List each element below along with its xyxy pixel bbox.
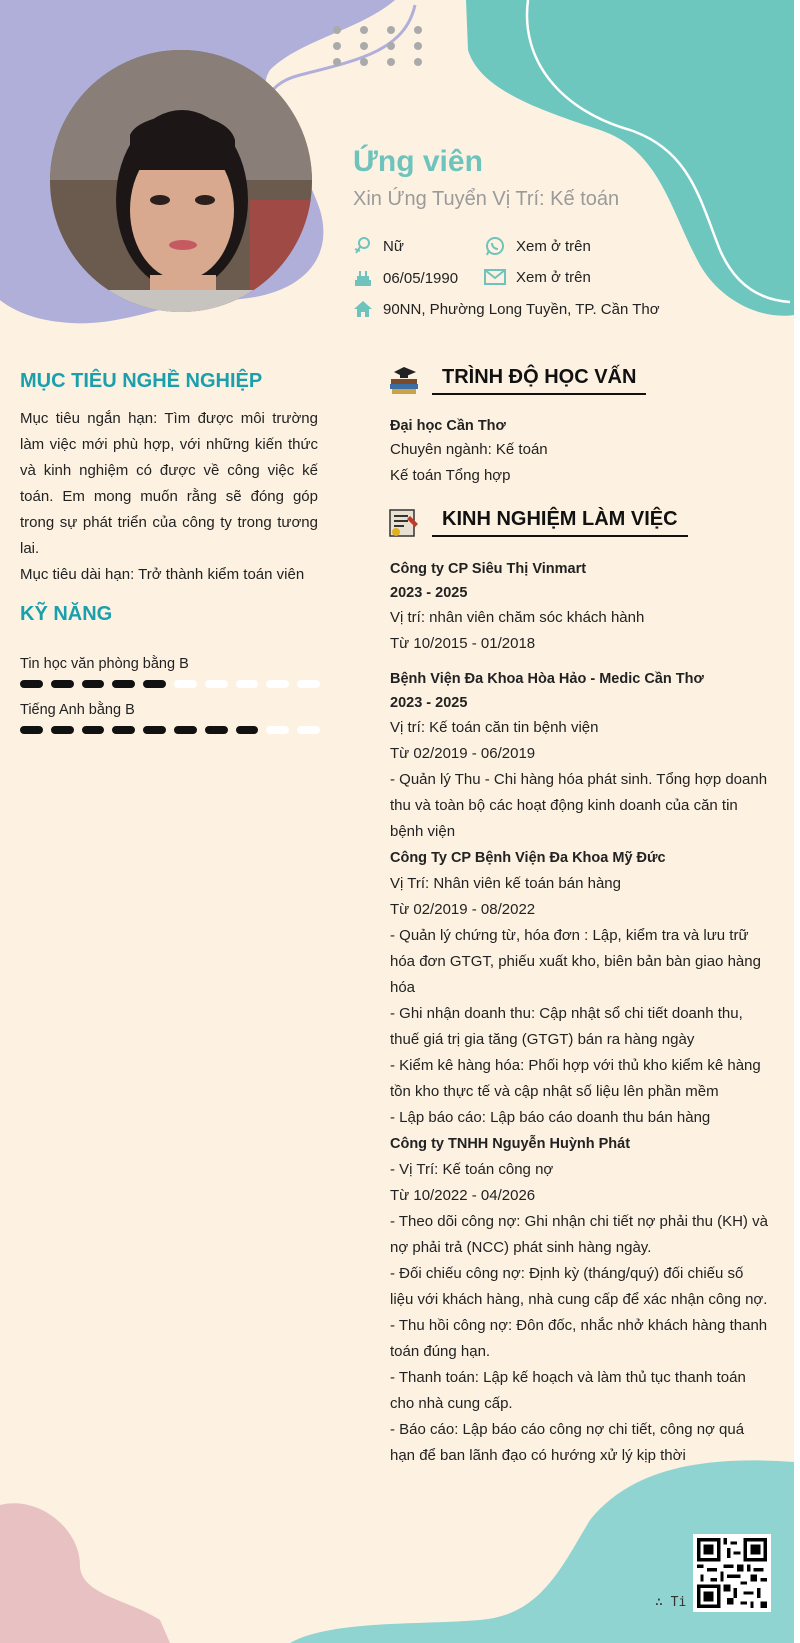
- education-icon: [388, 364, 420, 396]
- skill-dash-filled: [174, 726, 197, 734]
- skill-dash-filled: [82, 680, 105, 688]
- short-term-goal: Mục tiêu ngắn hạn: Tìm được môi trường làm việc mới phù hợp, với những kiến thức và kinh nghiệm có được về công việc kế toán. Em mong muốn rằng sẽ đóng góp trong sự phát triển của công ty trong tương lai.: [20, 410, 318, 557]
- job-period: Từ 10/2015 - 01/2018: [390, 635, 536, 652]
- candidate-name: Ứng viên: [353, 145, 483, 178]
- gender-value: Nữ: [383, 237, 404, 255]
- skill-dash-filled: [143, 726, 166, 734]
- phone-value: Xem ở trên: [516, 237, 591, 255]
- skill-dash-empty: [297, 680, 320, 688]
- address-value: 90NN, Phường Long Tuyền, TP. Cần Thơ: [383, 300, 660, 318]
- job-position: - Vị Trí: Kế toán công nợ: [390, 1161, 554, 1178]
- job-period: Từ 02/2019 - 06/2019: [390, 745, 536, 762]
- long-term-goal: Mục tiêu dài hạn: Trở thành kiểm toán viên: [20, 566, 305, 583]
- skill-dash-empty: [266, 680, 289, 688]
- job-entry: [390, 667, 770, 845]
- skill-level-bar: [20, 680, 320, 688]
- skill-dash-empty: [174, 680, 197, 688]
- email-row: [484, 268, 591, 286]
- education-title: TRÌNH ĐỘ HỌC VẤN: [432, 366, 646, 395]
- skill-dash-filled: [236, 726, 259, 734]
- education-detail: Kế toán Tổng hợp: [390, 467, 511, 484]
- address-row: [353, 300, 660, 318]
- company-name: Công Ty CP Bệnh Viện Đa Khoa Mỹ Đức: [390, 850, 666, 866]
- qr-code[interactable]: [693, 1534, 771, 1612]
- company-name: Công ty TNHH Nguyễn Huỳnh Phát: [390, 1136, 631, 1152]
- home-icon: [353, 300, 373, 318]
- company-name: Công ty CP Siêu Thị Vinmart: [390, 561, 587, 577]
- skill-dash-filled: [112, 680, 135, 688]
- portrait-image: [50, 50, 312, 312]
- profile-photo: [50, 50, 312, 312]
- birthday-icon: [353, 268, 373, 288]
- skill-dash-filled: [112, 726, 135, 734]
- phone-icon: [484, 236, 506, 256]
- skill-dash-empty: [266, 726, 289, 734]
- job-detail: - Ghi nhận doanh thu: Cập nhật sổ chi tiết doanh thu, thuế giá trị gia tăng (GTGT) bán ra hàng ngày: [390, 1005, 743, 1048]
- job-title: Xin Ứng Tuyển Vị Trí: Kế toán: [353, 188, 620, 210]
- skill-level-bar: [20, 726, 320, 734]
- job-detail: - Thanh toán: Lập kế hoạch và làm thủ tục thanh toán cho nhà cung cấp.: [390, 1369, 746, 1412]
- skill-label: Tin học văn phòng bằng B: [20, 656, 189, 672]
- job-years: 2023 - 2025: [390, 585, 468, 601]
- company-name: Bệnh Viện Đa Khoa Hòa Hảo - Medic Cần Thơ: [390, 671, 704, 687]
- experience-list: [390, 557, 770, 1469]
- skill-dash-empty: [297, 726, 320, 734]
- job-entry: [390, 845, 770, 1131]
- email-value: Xem ở trên: [516, 268, 591, 286]
- school-name: Đại học Cần Thơ: [390, 418, 506, 434]
- job-entry: [390, 557, 770, 657]
- skill-dash-filled: [143, 680, 166, 688]
- education-heading: [388, 364, 646, 396]
- job-detail: - Lập báo cáo: Lập báo cáo doanh thu bán hàng: [390, 1109, 711, 1126]
- job-years: 2023 - 2025: [390, 695, 468, 711]
- job-period: Từ 02/2019 - 08/2022: [390, 901, 536, 918]
- qr-code-image: [697, 1538, 767, 1608]
- education-content: [390, 415, 770, 489]
- skills-title: KỸ NĂNG: [20, 603, 113, 625]
- job-detail: - Quản lý Thu - Chi hàng hóa phát sinh. Tổng hợp doanh thu và toàn bộ các hoạt động kinh doanh của căn tin bệnh viện: [390, 771, 768, 840]
- skill-dash-filled: [51, 680, 74, 688]
- skill-dash-empty: [205, 680, 228, 688]
- objective-title: MỤC TIÊU NGHỀ NGHIỆP: [20, 370, 263, 392]
- phone-row: [484, 236, 591, 256]
- job-detail: - Kiểm kê hàng hóa: Phối hợp với thủ kho kiểm kê hàng tồn kho thực tế và cập nhật số liệu lên phần mềm: [390, 1057, 761, 1100]
- skill-dash-filled: [51, 726, 74, 734]
- job-detail: - Báo cáo: Lập báo cáo công nợ chi tiết, công nợ quá hạn để ban lãnh đạo có hướng xử lý kịp thời: [390, 1421, 745, 1464]
- skill-item: [20, 656, 320, 688]
- skill-label: Tiếng Anh bằng B: [20, 702, 135, 718]
- job-detail: - Đối chiếu công nợ: Định kỳ (tháng/quý) đối chiếu số liệu với khách hàng, nhà cung cấp để xác nhận công nợ.: [390, 1265, 768, 1308]
- birthday-value: 06/05/1990: [383, 269, 459, 287]
- watermark-text: ∴ Ti: [655, 1595, 687, 1610]
- job-detail: - Theo dõi công nợ: Ghi nhận chi tiết nợ phải thu (KH) và nợ phải trả (NCC) phát sinh hàng ngày.: [390, 1213, 768, 1256]
- skill-dash-empty: [236, 680, 259, 688]
- pink-blob: [0, 1503, 170, 1643]
- job-detail: - Thu hồi công nợ: Đôn đốc, nhắc nhở khách hàng thanh toán đúng hạn.: [390, 1317, 768, 1360]
- skill-dash-filled: [82, 726, 105, 734]
- job-detail: - Quản lý chứng từ, hóa đơn : Lập, kiểm tra và lưu trữ hóa đơn GTGT, phiếu xuất kho, biên bản bàn giao hàng hóa: [390, 927, 761, 996]
- experience-title: KINH NGHIỆM LÀM VIỆC: [432, 508, 688, 537]
- skill-dash-filled: [20, 680, 43, 688]
- dot-grid: [333, 26, 422, 66]
- experience-heading: [388, 506, 688, 538]
- gender-row: [353, 236, 404, 256]
- birthday-row: [353, 268, 458, 288]
- skill-dash-filled: [20, 726, 43, 734]
- job-entry: [390, 1131, 770, 1469]
- experience-icon: [388, 506, 420, 538]
- skill-dash-filled: [205, 726, 228, 734]
- skill-item: [20, 702, 320, 734]
- job-position: Vị trí: Kế toán căn tin bệnh viện: [390, 719, 599, 736]
- objective-text: [20, 406, 318, 588]
- job-position: Vị Trí: Nhân viên kế toán bán hàng: [390, 875, 621, 892]
- gender-icon: [353, 236, 373, 256]
- major: Chuyên ngành: Kế toán: [390, 441, 548, 458]
- job-position: Vị trí: nhân viên chăm sóc khách hành: [390, 609, 645, 626]
- job-period: Từ 10/2022 - 04/2026: [390, 1187, 536, 1204]
- email-icon: [484, 268, 506, 286]
